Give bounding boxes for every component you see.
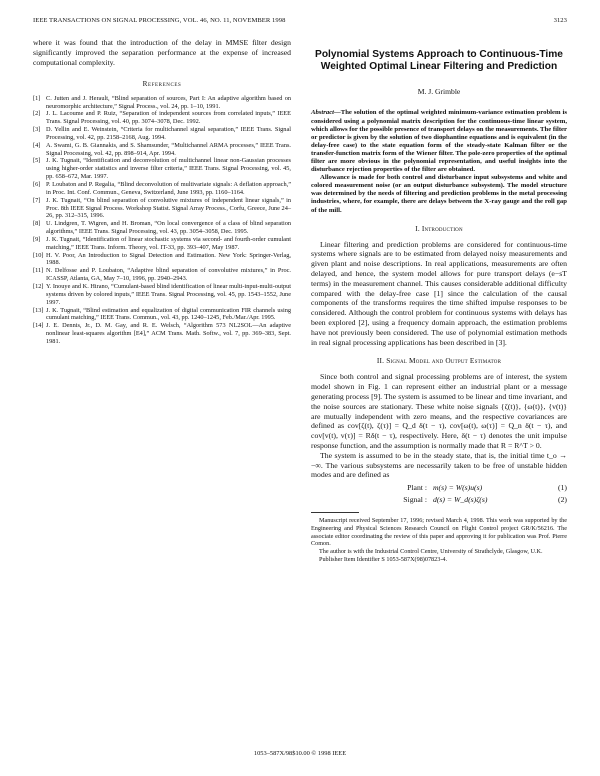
reference-item: [33, 181, 291, 197]
running-header: [33, 17, 567, 24]
reference-number: [10]: [33, 251, 44, 259]
footnote-publisher-id: Publisher Item Identifier S 1053-587X(98)07823-4.: [319, 555, 448, 563]
journal-header: IEEE TRANSACTIONS ON SIGNAL PROCESSING, VOL. 46, NO. 11, NOVEMBER 1998: [33, 17, 286, 24]
abstract-label: Abstract—: [311, 109, 341, 117]
steady-state-paragraph: The system is assumed to be in the steady state, that is, the initial time t_o → −∞. The various subsystems are necessarily taken to be free of unstable hidden modes and are defined as: [311, 450, 567, 480]
reference-text: U. Lindgren, T. Wigren, and H. Broman, “On local convergence of a class of blind separation algorithms,” IEEE Trans. Signal Processing, vol. 43, pp. 3054–3058, Dec. 1995.: [46, 220, 291, 236]
abstract: [311, 109, 567, 214]
footnote-author: The author is with the Industrial Control Centre, University of Strathclyde, Glasgow, U.K.: [319, 547, 543, 555]
reference-text: P. Loubaton and P. Regalia, “Blind deconvolution of multivariate signals: A deflation approach,” in Proc. Int. Conf. Commun., Geneva, Switzerland, June 1993, pp. 1160–1164.: [46, 181, 291, 196]
reference-item: [33, 283, 291, 307]
reference-text: D. Yellin and E. Weinstein, “Criteria for multichannel signal separation,” IEEE Trans. Signal Processing, vol. 42, pp. 2158–2168, Aug. 1994.: [46, 126, 291, 141]
reference-item: [33, 267, 291, 283]
reference-text: J. K. Tugnait, “Identification and deconvolution of multichannel linear non-Gaussian processes using higher-order statistics and inverse filter criteria,” IEEE Trans. Signal Processing, vol. 45, pp. 658–672, Mar. 1997.: [46, 157, 291, 181]
equation-block: [311, 482, 567, 506]
equation-number: (2): [558, 495, 567, 505]
reference-number: [3]: [33, 126, 41, 134]
reference-text: Y. Inouye and K. Hirano, “Cumulant-based blind identification of linear multi-input-multi-output systems driven by colored inputs,” IEEE Trans. Signal Processing, vol. 45, pp. 1543–1552, June 1997.: [46, 282, 291, 306]
reference-item: [33, 252, 291, 268]
reference-number: [1]: [33, 94, 41, 102]
reference-list: [33, 95, 291, 346]
abstract-paragraph: [311, 109, 567, 174]
reference-number: [9]: [33, 235, 41, 243]
equation-number: (1): [558, 483, 567, 493]
left-column: [33, 38, 291, 346]
section-heading-signal-model: II. Signal Model and Output Estimator: [376, 356, 502, 366]
abstract-text: The solution of the optimal weighted minimum-variance estimation problem is considered using a polynomial matrix description for the continuous-time linear system, which allows for the possible presence of transport delays on the measurements. The filter or predictor is given by the solution of two diophantine equations and is equivalent (in the delay-free case) to the state equation form of the steady-state Kalman filter or the transfer-function matrix form of the Wiener filter. The pole-zero properties of the optimal filter are more obvious in the polynomial representation, and useful insights into the disturbance rejection properties of the filter are obtained.: [311, 109, 567, 174]
reference-number: [5]: [33, 157, 41, 165]
equation-expression: d(s) = W_d(s)ζ(s): [433, 495, 488, 505]
reference-item: [33, 236, 291, 252]
right-column: [311, 38, 567, 563]
reference-text: J. L. Lacoume and P. Ruiz, “Separation of independent sources from correlated inputs,” IEEE Trans. Signal Processing, vol. 40, pp. 3074–3078, Dec. 1992.: [46, 110, 291, 126]
reference-number: [13]: [33, 306, 44, 314]
footnote-divider: [311, 512, 359, 513]
reference-number: [4]: [33, 141, 41, 149]
footnote-manuscript: Manuscript received September 17, 1996; revised March 4, 1998. This work was supported by the Engineering and Physical Sciences Research Council on Flight Control project GR/K/56216. The associate editor coordinating the review of this paper and approving it for publication was Prof. Pierre Comon.: [311, 517, 567, 548]
author-name: M. J. Grimble: [417, 87, 461, 97]
reference-item: [33, 110, 291, 126]
reference-item: [33, 126, 291, 142]
equation-label: Plant :: [407, 483, 427, 493]
introduction-paragraph: Linear filtering and prediction problems are considered for continuous-time systems where signals are to be estimated from delayed noisy measurements and given plant and noise descriptions. In real applications, measurements are often delayed, and hence, the system model allows for pure transport delays (e−sT terms) in the measurement channel. This causes considerable additional difficulty compared with the delay-free case [1] since the calculation of the causal components of the transforms requires the time shifted impulse responses to be considered. Although the control problem for continuous systems with delays has been explored [2], using a frequency domain approach, the estimation problems have not previously been considered. The use of polynomial estimation methods in real signal processing applications has been described in [3].: [311, 239, 567, 347]
reference-item: [33, 95, 291, 111]
abstract-paragraph-2: Allowance is made for both control and disturbance input subsystems and white and colored measurement noise (or an output disturbance subsystem). The model structure was determined by the needs of filtering and prediction problems in the metal processing industries, where, for example, there are delays between the X-ray gauge and the roll gap of the mill.: [311, 174, 567, 214]
section-heading-introduction: I. Introduction: [415, 223, 463, 233]
references-heading: References: [142, 79, 182, 88]
reference-number: [7]: [33, 196, 41, 204]
reference-item: [33, 142, 291, 158]
reference-text: J. K. Tugnait, “Blind estimation and equalization of digital communication FIR channels using cumulant matching,” IEEE Trans. Commun., vol. 43, pp. 1240–1245, Feb./Mar./Apr. 1995.: [46, 306, 291, 322]
signal-model-paragraph: Since both control and signal processing problems are of interest, the system model shown in Fig. 1 can represent either an industrial plant or a message generating process [9]. The system is assumed to be linear and time invariant, and the noise sources are stationary. These white noise signals {ζ(t)}, {ω(t)}, {v(t)} are mutually independent with zero means, and the respective covariances are defined as cov[ζ(t), ζ(τ)] = Q_d δ(t − τ), cov[ω(t), ω(τ)] = Q_n δ(t − τ), and cov[v(t), v(τ)] = Rδ(t − τ), respectively. Here, δ(t − τ) denotes the unit impulse response function, and the assumption is normally made that R = R^T > 0.: [311, 372, 567, 450]
page-number: 3123: [553, 17, 567, 24]
reference-text: H. V. Poor, An Introduction to Signal Detection and Estimation. New York: Springer-Verlag, 1988.: [46, 251, 291, 267]
reference-item: [33, 307, 291, 323]
paper-title: Polynomial Systems Approach to Continuous-Time Weighted Optimal Linear Filtering and Prediction: [315, 49, 563, 73]
reference-item: [33, 322, 291, 346]
equation-label: Signal :: [403, 495, 427, 505]
reference-number: [8]: [33, 220, 41, 228]
reference-item: [33, 157, 291, 181]
reference-text: A. Swami, G. B. Giannakis, and S. Shamsunder, “Multichannel ARMA processes,” IEEE Trans. Signal Processing, vol. 42, pp. 898–914, Apr. 1994.: [46, 141, 291, 157]
copyright-line: 1053–587X/98$10.00 © 1998 IEEE: [253, 750, 347, 757]
reference-item: [33, 197, 291, 221]
equation-expression: m(s) = W(s)u(s): [433, 483, 483, 493]
reference-item: [33, 220, 291, 236]
reference-text: J. K. Tugnait, “On blind separation of convolutive mixtures of independent linear signals,” in Proc. 8th IEEE Signal Process. Workshop Statist. Signal Array Process., Corfu, Greece, June 24–26, pp. 312–315, 1996.: [46, 196, 291, 220]
reference-number: [2]: [33, 110, 41, 118]
equation-signal: [311, 494, 567, 506]
reference-text: J. E. Dennis, Jr., D. M. Gay, and R. E. Welsch, “Algorithm 573 NL2SOL—An adaptive nonlinear least-squares algorithm [E4],” ACM Trans. Math. Softw., vol. 7, pp. 369–383, Sept. 1981.: [46, 322, 291, 345]
reference-number: [11]: [33, 267, 44, 275]
continued-paragraph: where it was found that the introduction of the delay in MMSE filter design significantly improved the separation performance at the expense of increased computational complexity.: [33, 38, 291, 67]
reference-text: C. Jutten and J. Herault, “Blind separation of sources, Part I: An adaptive algorithm based on neuromorphic architecture,” Signal Process., vol. 24, pp. 1–10, 1991.: [46, 94, 291, 110]
reference-number: [14]: [33, 322, 44, 330]
reference-number: [6]: [33, 181, 41, 188]
reference-text: J. K. Tugnait, “Identification of linear stochastic systems via second- and fourth-order cumulant matching,” IEEE Trans. Inform. Theory, vol. IT-33, pp. 393–407, May 1987.: [46, 235, 291, 251]
reference-number: [12]: [33, 282, 44, 290]
reference-text: N. Delfosse and P. Loubaton, “Adaptive blind separation of convolutive mixtures,” in Proc. ICASSP, Atlanta, GA, May 7–10, 1996, pp. 2940–2943.: [46, 267, 291, 283]
equation-plant: [311, 482, 567, 494]
